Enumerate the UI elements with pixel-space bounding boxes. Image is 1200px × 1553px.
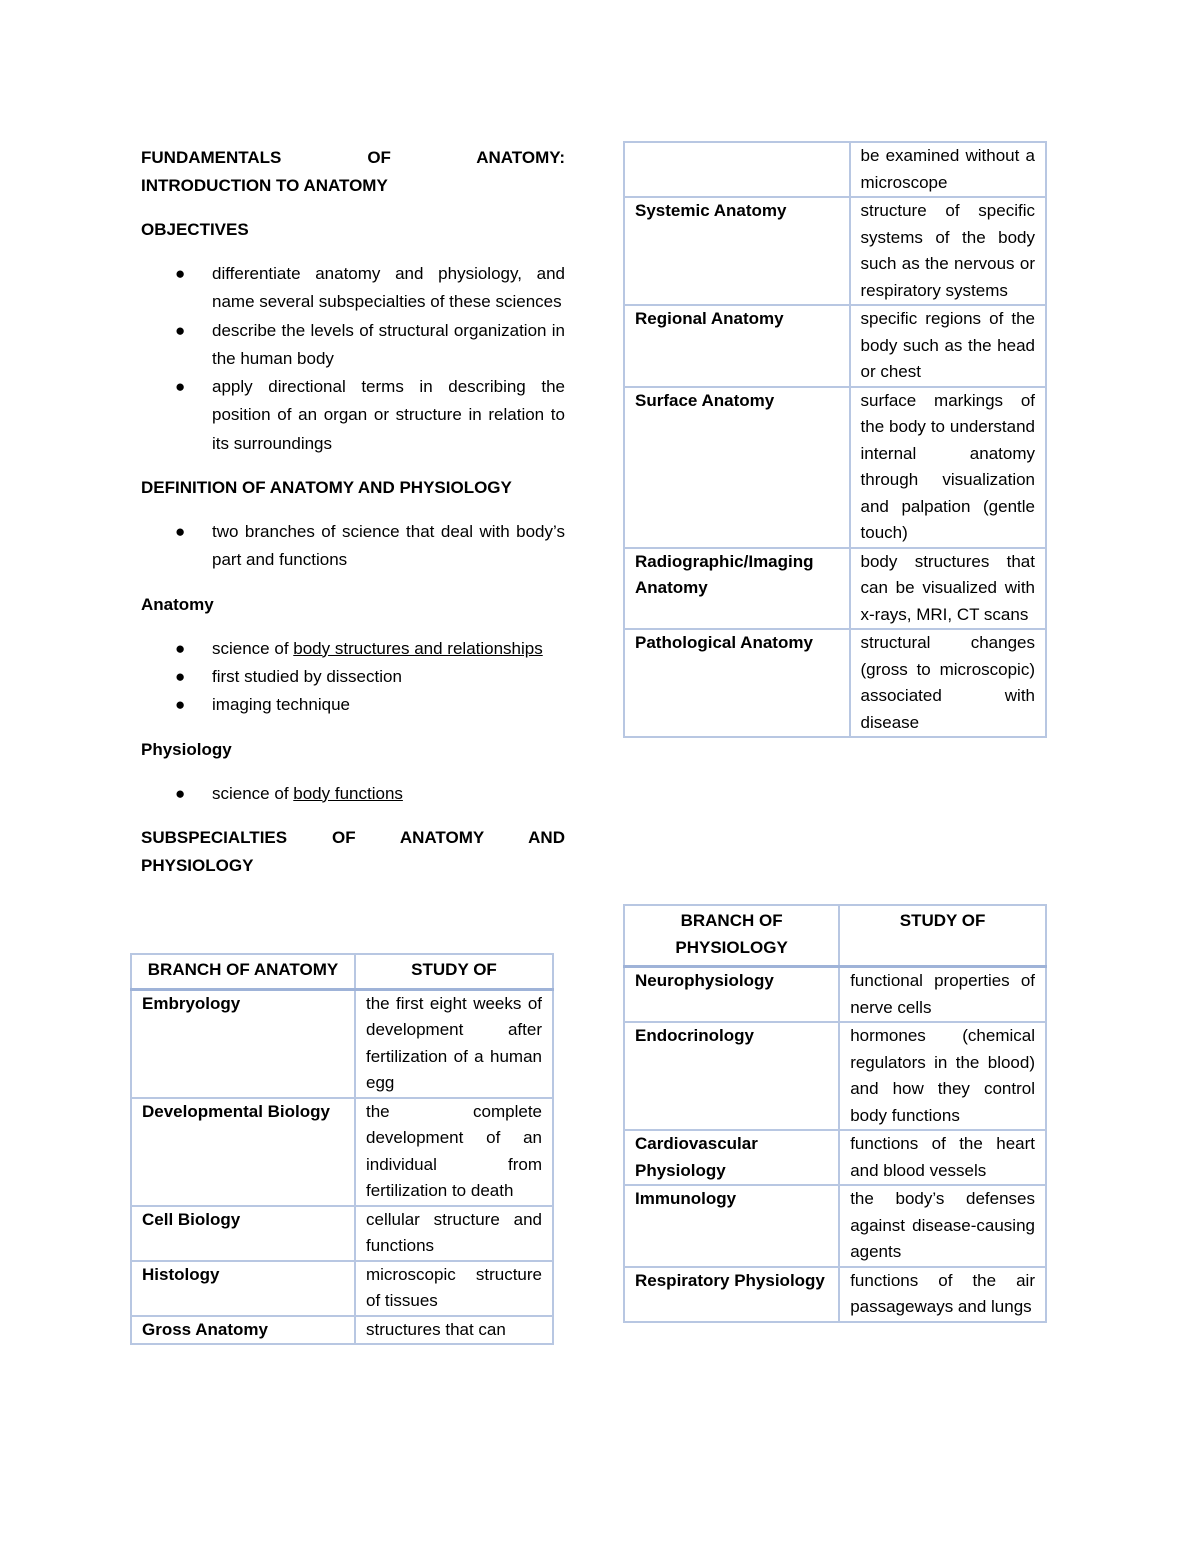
table-row [624,629,1046,737]
definition-list [141,518,565,575]
anatomy-heading: Anatomy [141,594,214,614]
anatomy-branches-table-continued [623,141,1047,738]
list-item-text: apply directional terms in describing the position of an organ or structure in relation to its surroundings [212,377,565,453]
branch-cell: Respiratory Physiology [624,1267,839,1322]
list-item-prefix: science of [212,783,294,803]
table-row [624,548,1046,630]
branch-cell: Endocrinology [624,1022,839,1130]
branch-cell: Developmental Biology [131,1098,355,1206]
list-item [175,780,565,808]
list-item-text: two branches of science that deal with body’s part and functions [212,522,565,570]
branch-cell: Radiographic/Imaging Anatomy [624,548,850,630]
physiology-branches-table [623,904,1047,1323]
table-row [131,1098,553,1206]
definition-heading: DEFINITION OF ANATOMY AND PHYSIOLOGY [141,478,512,498]
objectives-list [141,260,565,458]
study-cell: structural changes (gross to microscopic) associated with disease [850,629,1046,737]
physiology-list [141,780,565,808]
branch-cell: Cardiovascular Physiology [624,1130,839,1185]
bullet-icon: ● [175,264,186,283]
branch-cell [624,142,850,197]
table-header-row [131,954,553,989]
table-row [624,1267,1046,1322]
branch-cell: Immunology [624,1185,839,1267]
list-item-text: imaging technique [212,695,350,715]
branch-cell: Pathological Anatomy [624,629,850,737]
branch-cell: Histology [131,1261,355,1316]
anatomy-list [141,635,565,720]
list-item [175,373,565,458]
branch-cell: Neurophysiology [624,967,839,1023]
table-row [624,1022,1046,1130]
list-item-prefix: science of [212,638,294,658]
study-cell: body structures that can be visualized with x-rays, MRI, CT scans [850,548,1046,630]
list-item-text: differentiate anatomy and physiology, and name several subspecialties of these sciences [212,264,565,312]
column-header: BRANCH OF ANATOMY [131,954,355,989]
list-item [175,260,565,317]
study-cell: microscopic structure of tissues [355,1261,553,1316]
title-word: OF [367,148,391,167]
subspecialties-heading-line2: PHYSIOLOGY [141,855,254,875]
study-cell: structures that can [355,1316,553,1345]
study-cell: functions of the air passageways and lungs [839,1267,1046,1322]
branch-cell: Cell Biology [131,1206,355,1261]
table-row [624,197,1046,305]
doc-title-line1 [141,144,565,172]
column-header: STUDY OF [839,905,1046,967]
table-row [624,967,1046,1023]
table-row [131,989,553,1098]
study-cell: the first eight weeks of development after fertilization of a human egg [355,989,553,1098]
left-column [141,144,565,894]
study-cell: functional properties of nerve cells [839,967,1046,1023]
table-row [131,1206,553,1261]
branch-cell: Systemic Anatomy [624,197,850,305]
bullet-icon: ● [175,695,186,715]
heading-word: SUBSPECIALTIES [141,827,288,847]
column-header: BRANCH OF PHYSIOLOGY [624,905,839,967]
study-cell: the complete development of an individual from fertilization to death [355,1098,553,1206]
list-item [175,635,565,663]
underlined-term: body functions [293,783,403,803]
branch-cell: Surface Anatomy [624,387,850,548]
table-row [624,387,1046,548]
heading-word: AND [528,827,565,847]
doc-title-line2: INTRODUCTION TO ANATOMY [141,176,388,195]
study-cell: be examined without a microscope [850,142,1046,197]
table-row [131,1316,553,1345]
table-row [624,142,1046,197]
list-item-text: describe the levels of structural organization in the human body [212,320,565,368]
table-row [624,305,1046,387]
study-cell: structure of specific systems of the body such as the nervous or respiratory systems [850,197,1046,305]
bullet-icon: ● [175,638,186,658]
list-item [175,691,565,719]
bullet-icon: ● [175,666,186,686]
anatomy-branches-table [130,953,554,1345]
table-row [624,1130,1046,1185]
branch-cell: Regional Anatomy [624,305,850,387]
study-cell: hormones (chemical regulators in the blood) and how they control body functions [839,1022,1046,1130]
table-row [624,1185,1046,1267]
bullet-icon: ● [175,522,186,542]
objectives-heading: OBJECTIVES [141,220,249,239]
branch-cell: Embryology [131,989,355,1098]
underlined-term: body structures and relationships [293,638,543,658]
bullet-icon: ● [175,320,186,340]
physiology-heading: Physiology [141,739,232,759]
list-item [175,663,565,691]
list-item [175,317,565,374]
study-cell: functions of the heart and blood vessels [839,1130,1046,1185]
list-item [175,518,565,575]
list-item-text: first studied by dissection [212,666,402,686]
study-cell: the body’s defenses against disease-causing agents [839,1185,1046,1267]
heading-word: ANATOMY [399,827,484,847]
subspecialties-heading-line1 [141,824,565,852]
bullet-icon: ● [175,783,186,803]
title-word: ANATOMY: [476,148,565,167]
table-row [131,1261,553,1316]
bullet-icon: ● [175,377,186,397]
branch-cell: Gross Anatomy [131,1316,355,1345]
study-cell: cellular structure and functions [355,1206,553,1261]
study-cell: specific regions of the body such as the head or chest [850,305,1046,387]
column-header: STUDY OF [355,954,553,989]
table-header-row [624,905,1046,967]
title-word: FUNDAMENTALS [141,148,282,167]
study-cell: surface markings of the body to understand internal anatomy through visualization and palpation (gentle touch) [850,387,1046,548]
heading-word: OF [331,827,356,847]
